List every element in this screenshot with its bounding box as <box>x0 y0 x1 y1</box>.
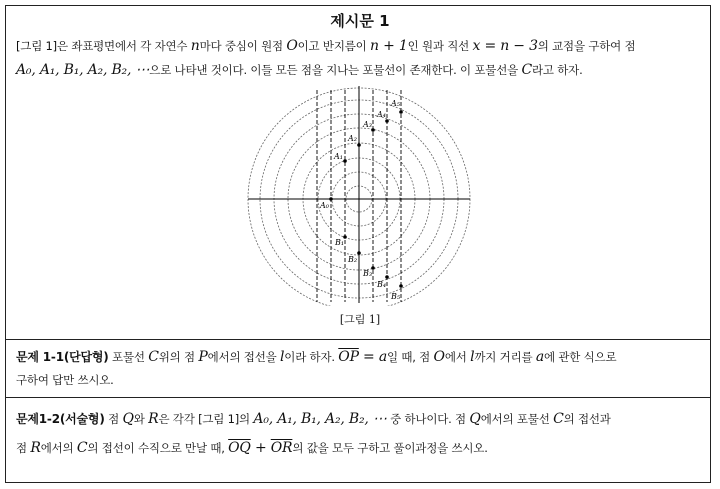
math-run: R <box>148 411 159 427</box>
text-run: 점 <box>16 441 31 455</box>
problem-1-label: 문제 1-1(단답형) <box>16 350 109 364</box>
text-run: 까지 거리를 <box>474 350 536 364</box>
label-b5: B₅ <box>391 292 401 301</box>
document-title: 제시문 1 <box>330 12 390 30</box>
text-run: 라고 하자. <box>532 63 583 77</box>
text-run: 에 관한 식으로 <box>544 350 617 364</box>
text-run: 은 각각 [그림 1]의 <box>158 412 254 426</box>
text-run: 위의 점 <box>158 350 199 364</box>
text-run: 의 교점을 구하여 점 <box>537 39 636 53</box>
problem-1-line-1 <box>16 348 616 365</box>
text-run: [그림 1]은 좌표평면에서 각 자연수 <box>16 39 191 53</box>
problem-2-line-1 <box>16 410 611 427</box>
intro-line-1 <box>16 38 635 54</box>
text-run: 으로 나타낸 것이다. 이들 모든 점을 지나는 포물선이 존재한다. 이 포물선을 <box>149 63 522 77</box>
text-run: 마다 중심이 원점 <box>199 39 287 53</box>
text-run: 의 값을 모두 구하고 풀이과정을 쓰시오. <box>292 441 488 455</box>
math-run: O <box>286 38 298 54</box>
text-run: 중 하나이다. 점 <box>386 412 470 426</box>
math-run: Q <box>122 411 134 427</box>
text-run: 포물선 <box>108 350 149 364</box>
math-run: Q <box>469 411 481 427</box>
problem-2-line-2 <box>16 440 488 456</box>
math-run: C <box>553 411 564 427</box>
label-a1: A₁ <box>334 152 343 161</box>
label-b1: B₁ <box>335 238 345 247</box>
math-run: P <box>198 349 208 365</box>
math-run: n <box>190 38 200 54</box>
text-run: 점 <box>104 412 123 426</box>
math-run: + <box>250 440 271 456</box>
text-run: 에서 <box>444 350 471 364</box>
math-run: C <box>76 440 88 456</box>
text-run: 일 때, 점 <box>386 350 434 364</box>
math-run: R <box>30 440 41 456</box>
label-a2: A₂ <box>348 134 357 143</box>
label-b3: B₃ <box>363 269 373 278</box>
math-run: C <box>148 349 159 365</box>
math-run: C <box>521 62 532 78</box>
math-run: $\overline{OR}$ <box>270 440 293 456</box>
math-run: A₀, A₁, B₁, A₂, B₂, ⋯ <box>16 62 150 78</box>
section-divider-1 <box>5 339 711 340</box>
text-run: 의 접선과 <box>563 412 611 426</box>
problem-1-line-2: 구하여 답만 쓰시오. <box>16 373 114 387</box>
label-a5: A₅ <box>391 99 400 108</box>
math-run: l <box>280 349 285 365</box>
text-run: 인 원과 직선 <box>407 39 473 53</box>
text-run: 에서의 접선을 <box>207 350 280 364</box>
section-divider-2 <box>5 397 711 398</box>
math-run: = a <box>358 349 387 365</box>
figure-caption: [그림 1] <box>339 313 381 326</box>
math-run: O <box>433 349 445 365</box>
label-b2: B₂ <box>348 255 358 264</box>
math-run: $\overline{OP}$ <box>338 349 359 365</box>
figure-circles-diagram <box>245 82 475 306</box>
label-a0: A₀ <box>320 201 329 210</box>
label-b4: B₄ <box>377 280 387 289</box>
math-run: n + 1 <box>370 38 408 54</box>
math-run: A₀, A₁, B₁, A₂, B₂, ⋯ <box>253 411 387 427</box>
math-run: x = n − 3 <box>472 38 538 54</box>
text-run: 에서의 <box>40 441 77 455</box>
label-a4: A₄ <box>377 110 386 119</box>
math-run: l <box>470 349 475 365</box>
intro-line-2 <box>16 62 583 78</box>
problem-2-label: 문제1-2(서술형) <box>16 412 105 426</box>
text-run: 이라 하자. <box>284 350 339 364</box>
text-run: 에서의 포물선 <box>480 412 554 426</box>
text-run: 와 <box>133 412 149 426</box>
text-run: 이고 반지름이 <box>297 39 371 53</box>
math-run: $\overline{OQ}$ <box>228 440 251 456</box>
math-run: a <box>535 349 545 365</box>
text-run: 의 접선이 수직으로 만날 때, <box>87 441 229 455</box>
label-a3: A₃ <box>363 120 372 129</box>
